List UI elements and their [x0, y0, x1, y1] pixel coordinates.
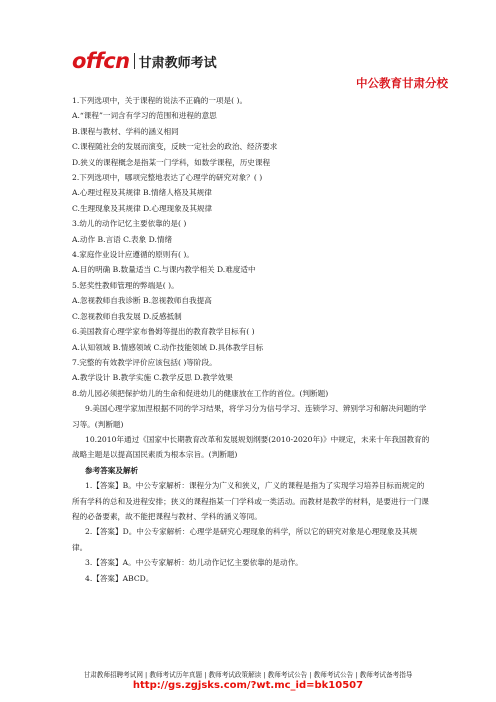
question-9: 9.美国心理学家加涅根据不同的学习结果，将学习分为信号学习、连锁学习、辨别学习和解决问题的学习等。(判断题): [72, 404, 427, 429]
answer-4: 4.【答案】ABCD。: [85, 573, 154, 583]
question-4: 4.家庭作业设计应遵循的原则有( )。: [72, 250, 194, 260]
question-1: 1.下列选项中，关于课程的说法不正确的一项是( )。: [72, 96, 248, 105]
answer-1: 1.【答案】B。中公专家解析：课程分为广义和狭义，广义的课程是指为了实现学习培养目标而规定的所有学科的总和及进程安排；狭义的课程指某一门学科或一类活动。而教材是教学的材料，是要进行一门课程的必备要素，故不能把课程与教材、学科的涵义等同。: [72, 481, 429, 521]
answers-heading: 参考答案及解析: [85, 465, 139, 475]
question-5-options-ab: A.忽视教师自我诊断 B.忽视教师自我提高: [72, 296, 212, 306]
question-6: 6.美国教育心理学家布鲁姆等提出的教育教学目标有( ): [72, 327, 255, 337]
answer-2: 2.【答案】D。中公专家解析：心理学是研究心理现象的科学，所以它的研究对象是心理现象及其规律。: [72, 527, 418, 552]
logo-offcn: offcn: [72, 49, 130, 73]
logo-divider: [134, 53, 135, 69]
question-5-options-cd: C.忽视教师自我发展 D.反感抵制: [72, 311, 182, 321]
question-3: 3.幼儿的动作记忆主要依靠的是( ): [72, 219, 187, 229]
question-2: 2.下列选项中，哪项完整地表达了心理学的研究对象？( ): [72, 173, 263, 183]
question-1-option-a: A.“课程”一词含有学习的范围和进程的意思: [72, 111, 217, 121]
footer-url-link[interactable]: http://gs.zgjsks.com/?wt.mc_id=bk10507: [132, 680, 364, 691]
answer-3: 3.【答案】A。中公专家解析：幼儿动作记忆主要依靠的是动作。: [85, 558, 303, 568]
question-5: 5.惩奖性教师管理的弊端是( )。: [72, 280, 179, 290]
question-2-options-ab: A.心理过程及其规律 B.情绪人格及其规律: [72, 188, 212, 198]
question-1-option-d: D.狭义的课程概念是指某一门学科，如数学课程，历史课程: [72, 157, 271, 167]
question-10: 10.2010年通过《国家中长期教育改革和发展规划纲要(2010-2020年)》中规定，未来十年我国教育的战略主题是以提高国民素质为根本宗旨。(判断题): [72, 434, 430, 460]
question-2-options-cd: C.生理现象及其规律 D.心理现象及其规律: [72, 203, 213, 213]
question-1-option-c: C.课程随社会的发展而演变，反映一定社会的政治、经济要求: [72, 142, 278, 152]
question-7-options: A.教学设计 B.教学实施 C.教学反思 D.教学效果: [72, 373, 233, 383]
question-4-options: A.目的明确 B.数量适当 C.与课内教学相关 D.难度适中: [72, 265, 256, 275]
logo-subtitle: 甘肃教师考试: [138, 55, 217, 71]
question-1-option-b: B.课程与教材、学科的涵义相同: [72, 126, 179, 136]
document-body: [72, 93, 430, 586]
question-3-options: A.动作 B.言语 C.表象 D.情绪: [72, 234, 173, 244]
question-8: 8.幼儿园必须把保护幼儿的生命和促进幼儿的健康放在工作的首位。(判断题): [72, 388, 329, 398]
question-6-options: A.认知领域 B.情感领域 C.动作技能领域 D.具体教学目标: [72, 342, 264, 352]
footer-links[interactable]: 甘肃教师招聘考试网 | 教师考试历年真题 | 教师考试政策解读 | 教师考试公告 | 教师考试公告 | 教师考试备考指导: [83, 671, 413, 679]
question-7: 7.完整的有效教学评价应该包括( )等阶段。: [72, 357, 217, 367]
brand-logo: [72, 50, 217, 72]
branch-name: 中公教育甘肃分校: [356, 76, 448, 90]
